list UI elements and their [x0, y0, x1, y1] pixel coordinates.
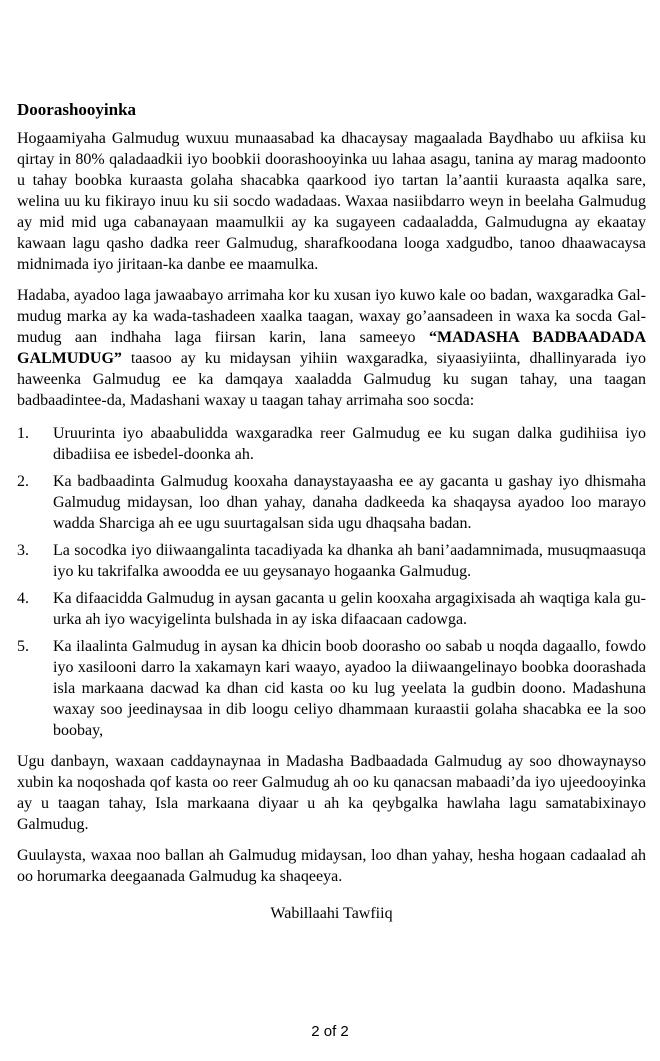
- list-item-text: Ka badbaadinta Galmudug kooxaha danaystayaasha ee ay gacanta u gashay iyo dhismaha Galmudug midaysan, loo dhan yahay, danaha dadkeeda ka shaqaysa ayadoo loo marayo wadda Sharciga ah ee ugu suurtagalsan sida ugu dhaqsaha badan.: [53, 473, 646, 532]
- list-item-number: 5.: [17, 638, 29, 655]
- list-item-number: 2.: [17, 473, 29, 490]
- paragraph-wish: Guulaysta, waxaa noo ballan ah Galmudug midaysan, loo dhan yahay, hesha hogaan cadaalad ah oo horumarka deegaanada Galmudug ka shaqeeya.: [17, 847, 646, 885]
- list-item: [17, 588, 646, 630]
- list-item-text: Ka difaacidda Galmudug in aysan gacanta u gelin kooxaha argagixisada ah waqtiga kala gu-urka ah iyo wacyigelinta bulshada in ay iska difaacaan cadowga.: [53, 590, 646, 628]
- document-heading: Doorashooyinka: [17, 100, 137, 119]
- list-item: [17, 540, 646, 582]
- list-item-number: 3.: [17, 542, 29, 559]
- list-item-number: 4.: [17, 590, 29, 607]
- paragraph-membership: Ugu danbayn, waxaan caddaynaynaa in Madasha Badbaadada Galmudug ay soo dhowaynayso xubin ka noqoshada qof kasta oo reer Galmudug ah oo ku qanacsan mabaadi’da iyo ujeedooyinka ay u taagan tahay, Isla markaana diyaar u ah ka qeybgalka hawlaha lagu samatabixinayo Galmudug.: [17, 753, 646, 833]
- paragraph-madasha-declaration: Hadaba, ayadoo laga jawaabayo arrimaha kor ku xusan iyo kuwo kale oo badan, waxgaradka Gal-mudug marka ay ka wada-tashadeen xaalka taagan, waxay go’aansadeen in waxa ka socda Gal-mudug aan indhaha laga fiirsan karin, lana sameeyo “MADASHA BADBAADADA GALMUDUG” taasoo ay ku midaysan yihiin waxgaradka, siyaasiyiinta, dhallinyarada iyo haweenka Galmudug ee ka damqaya xaaladda Galmudug ku sugan tahay, una taagan badbaadintee-da, Madashani waxay u taagan tahay arrimaha soo socda:: [17, 287, 647, 409]
- objectives-list: [17, 423, 646, 741]
- list-item: [17, 471, 646, 534]
- list-item-number: 1.: [17, 425, 29, 442]
- list-item-text: La socodka iyo diiwaangalinta tacadiyada ka dhanka ah bani’aadamnimada, musuqmaasuqa iyo ku takrifalka awoodda ee uu geysanayo hogaanka Galmudug.: [53, 542, 646, 580]
- list-item: [17, 636, 646, 741]
- list-item-text: Uruurinta iyo abaabulidda waxgaradka reer Galmudug ee ku sugan dalka gudihiisa iyo dibadiisa ee isbedel-doonka ah.: [53, 425, 646, 463]
- list-item-text: Ka ilaalinta Galmudug in aysan ka dhicin boob doorasho oo sabab u noqda dagaallo, fowdo iyo xasilooni darro la xakamayn kari waayo, ayadoo la diiwaangelinayo boobka doorashada isla markaana dacwad ka dhan cid kasta oo ku lug yeelata la gudbin doono. Madashuna waxay soo jeedinaysaa in dib loogu celiyo dhammaan kuraastii golaha shacabka ee la soo boobay,: [53, 638, 646, 739]
- closing-line: Wabillaahi Tawfiiq: [270, 905, 393, 922]
- page-number: 2 of 2: [311, 1023, 349, 1040]
- list-item: [17, 423, 646, 465]
- paragraph-elections: Hogaamiyaha Galmudug wuxuu munaasabad ka dhacaysay magaalada Baydhabo uu afkiisa ku qirtay in 80% qaladaadkii iyo boobkii doorashooyinka uu lahaa asagu, tanina ay marag madoonto u tahay boobka kuraasta golaha shacabka qaarkood iyo tartan la’aantii kuraasta aqalka sare, welina uu ku fikirayo inuu ku sii socdo wadadaas. Waxaa nasiibdarro weyn in beelaha Galmudug ay mid mid uga cabanayaan maamulkii ay ka sugayeen cadaaladda, Galmudugna ay ekaatay kawaan lagu qasho dadka reer Galmudug, sharafkoodana looga xadgudbo, tanoo dhaawacaysa midnimada iyo jiritaan-ka danbe ee maamulka.: [17, 130, 646, 273]
